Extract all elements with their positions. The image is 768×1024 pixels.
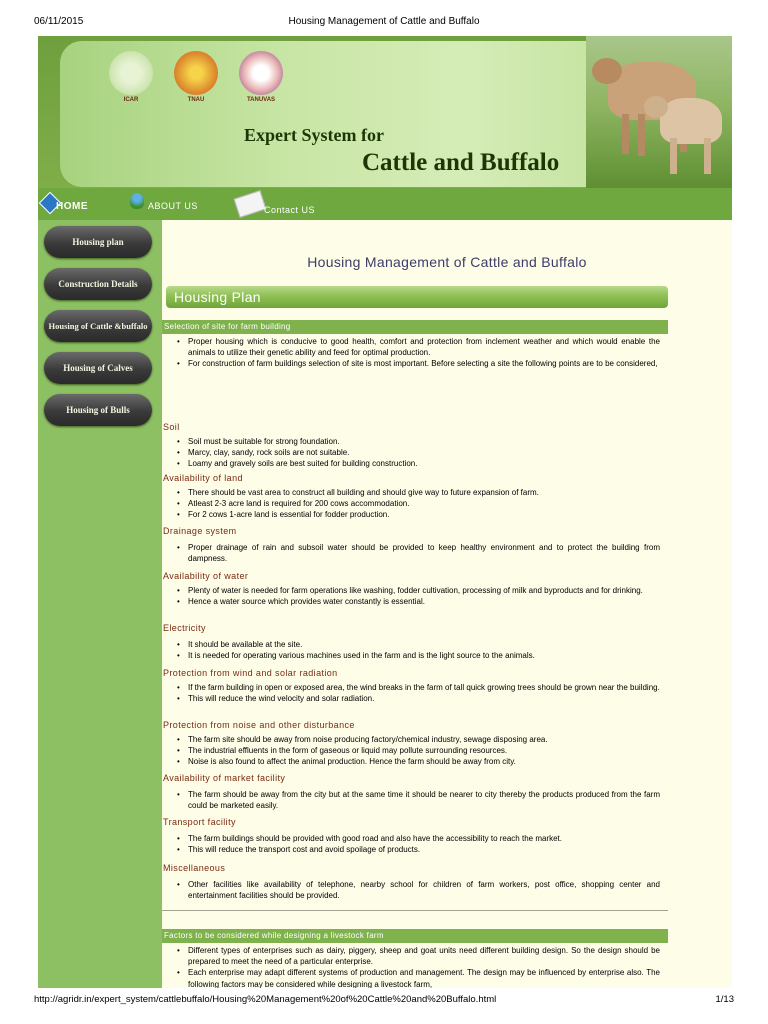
section-divider (162, 910, 668, 911)
tanuvas-seal-icon (239, 51, 283, 95)
water-heading: Availability of water (163, 571, 249, 581)
sidebar-item-housing-plan[interactable]: Housing plan (44, 226, 152, 258)
list-item: • For 2 cows 1-acre land is essential for fodder production. (176, 509, 660, 520)
people-icon[interactable] (130, 193, 144, 209)
factors-heading: Factors to be considered while designing a livestock farm (164, 931, 384, 940)
land-bullets (176, 487, 660, 521)
list-item: • It should be available at the site. (176, 639, 660, 650)
housing-plan-heading (166, 286, 668, 308)
list-item: • The farm should be away from the city but at the same time it should be nearer to city thereby the products produced from the farm could be marketed easily. (176, 789, 660, 811)
top-navigation (38, 188, 732, 220)
nav-about-link[interactable]: ABOUT US (148, 201, 198, 211)
list-item: • For construction of farm buildings selection of site is most important. Before selecting a site the following points are to be considered, (176, 358, 660, 369)
page-number: 1/13 (715, 994, 734, 1005)
sidebar-item-construction-details[interactable]: Construction Details (44, 268, 152, 300)
list-item: • This will reduce the wind velocity and solar radiation. (176, 693, 660, 704)
list-item: • Each enterprise may adapt different systems of production and management. The design may be influenced by enterprise also. The following factors may be considered while designing a livestock farm, (176, 967, 660, 988)
housing-plan-heading-text: Housing Plan (174, 289, 261, 305)
list-item: • Proper drainage of rain and subsoil water should be provided to keep healthy environment and to protect the building from dampness. (176, 542, 660, 564)
list-item: • This will reduce the transport cost and avoid spoilage of products. (176, 844, 660, 855)
list-item: • Noise is also found to affect the animal production. Hence the farm should be away from city. (176, 756, 660, 767)
sidebar-item-housing-cattle-buffalo[interactable]: Housing of Cattle &buffalo (44, 310, 152, 342)
electricity-heading: Electricity (163, 623, 206, 633)
calf-head-icon (644, 96, 668, 118)
market-heading: Availability of market facility (163, 773, 286, 783)
site-banner (38, 36, 732, 188)
tnau-seal-icon (174, 51, 218, 95)
sidebar (38, 220, 162, 988)
factors-bullets (176, 945, 660, 988)
list-item: • Other facilities like availability of telephone, nearby school for children of farm workers, post office, shopping center and entertainment facilities should be provided. (176, 879, 660, 901)
tanuvas-logo (236, 51, 286, 103)
web-page (38, 36, 732, 988)
list-item: • Marcy, clay, sandy, rock soils are not suitable. (176, 447, 660, 458)
cow-leg (622, 114, 629, 154)
wheat-emblem-icon (109, 51, 153, 95)
list-item: • The industrial effluents in the form of gaseous or liquid may pollute surrounding resources. (176, 745, 660, 756)
list-item: • The farm buildings should be provided with good road and also have the accessibility to reach the market. (176, 833, 660, 844)
nav-home-link[interactable]: HOME (56, 201, 88, 212)
site-selection-heading: Selection of site for farm building (164, 322, 291, 331)
site-selection-bar (162, 320, 668, 334)
page-title: Housing Management of Cattle and Buffalo (307, 254, 587, 270)
drainage-heading: Drainage system (163, 526, 237, 536)
water-bullets (176, 585, 660, 607)
list-item: • Soil must be suitable for strong foundation. (176, 436, 660, 447)
transport-bullets (176, 833, 660, 855)
list-item: • Proper housing which is conducive to good health, comfort and protection from inclement weather and which would enable the animals to utilize their genetic ability and feed for optimal production. (176, 336, 660, 358)
list-item: • Loamy and gravely soils are best suited for building construction. (176, 458, 660, 469)
icar-logo (108, 51, 154, 103)
envelope-icon[interactable] (234, 190, 267, 218)
drainage-bullets (176, 542, 660, 564)
noise-heading: Protection from noise and other disturbance (163, 720, 355, 730)
tnau-logo (172, 51, 220, 103)
list-item: • Atleast 2-3 acre land is required for 200 cows accommodation. (176, 498, 660, 509)
print-header (34, 16, 734, 30)
print-title: Housing Management of Cattle and Buffalo (288, 16, 480, 27)
soil-heading: Soil (163, 422, 180, 432)
market-bullets (176, 789, 660, 811)
main-content (162, 220, 732, 988)
banner-title-line1: Expert System for (244, 125, 384, 145)
sidebar-item-housing-calves[interactable]: Housing of Calves (44, 352, 152, 384)
factors-bar (162, 929, 668, 943)
cow-head-icon (592, 58, 622, 84)
wind-heading: Protection from wind and solar radiation (163, 668, 338, 678)
wind-bullets (176, 682, 660, 704)
transport-heading: Transport facility (163, 817, 236, 827)
print-footer (34, 994, 734, 1008)
list-item: • Plenty of water is needed for farm operations like washing, fodder cultivation, processing of milk and byproducts and for drinking. (176, 585, 660, 596)
list-item: • The farm site should be away from noise producing factory/chemical industry, sewage disposing area. (176, 734, 660, 745)
misc-bullets (176, 879, 660, 901)
icar-caption: ICAR (123, 97, 139, 103)
banner-title-line2: Cattle and Buffalo (362, 149, 560, 176)
list-item: • Different types of enterprises such as dairy, piggery, sheep and goat units need different building design. So the design should be prepared to meet the need of a particular enterprise. (176, 945, 660, 967)
site-bullets (176, 336, 660, 370)
tanuvas-caption: TANUVAS (246, 97, 276, 103)
cow-leg (638, 114, 645, 156)
land-heading: Availability of land (163, 473, 243, 483)
print-url: http://agridr.in/expert_system/cattlebuffalo/Housing%20Management%20of%20Cattle%20and%20Buffalo.html (34, 994, 497, 1005)
misc-heading: Miscellaneous (163, 863, 226, 873)
cattle-photo (586, 36, 732, 188)
nav-contact-link[interactable]: Contact US (264, 205, 316, 215)
sidebar-item-housing-bulls[interactable]: Housing of Bulls (44, 394, 152, 426)
list-item: • It is needed for operating various machines used in the farm and is the light source to the animals. (176, 650, 660, 661)
electricity-bullets (176, 639, 660, 661)
tnau-caption: TNAU (187, 97, 205, 103)
soil-bullets (176, 436, 660, 470)
calf-leg (704, 138, 711, 174)
list-item: • If the farm building in open or exposed area, the wind breaks in the farm of tall quick growing trees should be grown near the building. (176, 682, 660, 693)
calf-leg (670, 138, 677, 174)
list-item: • There should be vast area to construct all building and should give way to future expansion of farm. (176, 487, 660, 498)
noise-bullets (176, 734, 660, 768)
list-item: • Hence a water source which provides water constantly is essential. (176, 596, 660, 607)
print-date: 06/11/2015 (34, 16, 84, 27)
